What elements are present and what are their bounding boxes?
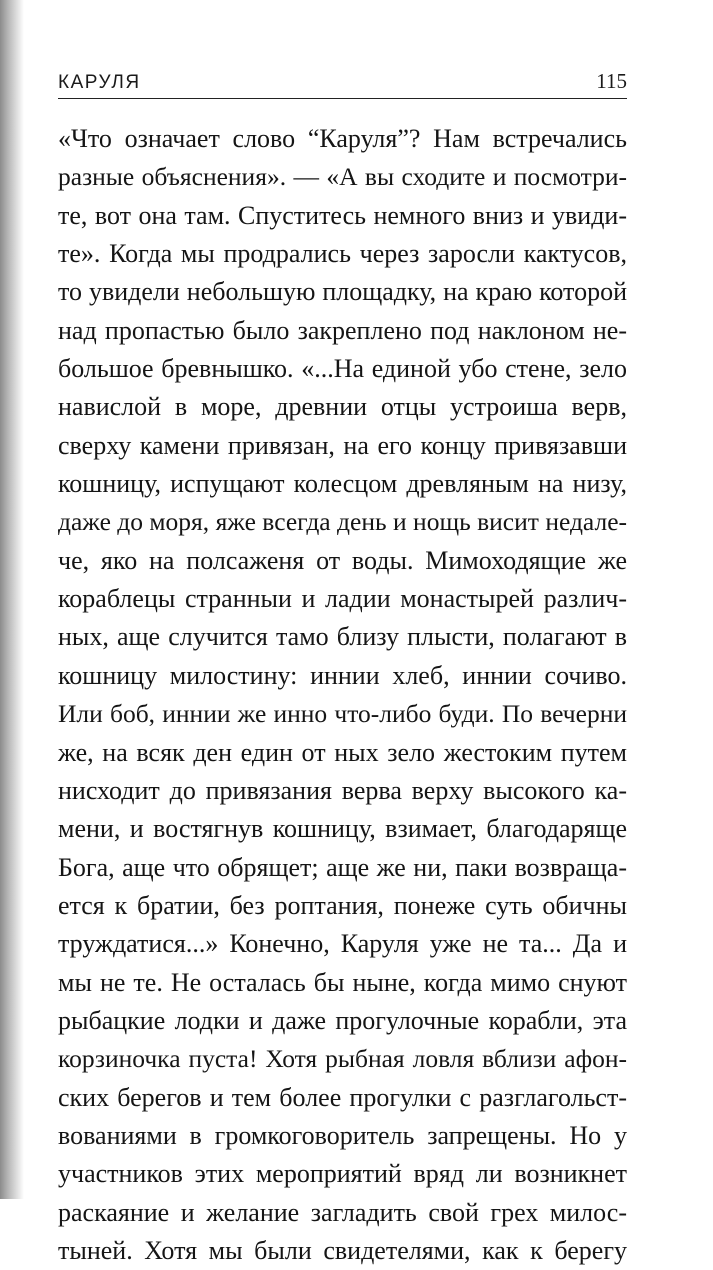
text-line: рыбацкие лодки и даже прогулочные корабли, эта xyxy=(58,1005,627,1035)
text-line: разные объяснения». — «А вы сходите и посмотри- xyxy=(58,162,627,192)
text-line: то увидели небольшую площадку, на краю которой xyxy=(58,277,627,307)
text-line: труждатися...» Конечно, Каруля уже не та... Да и xyxy=(58,929,627,959)
text-line: сверху камени привязан, на его концу привязавши xyxy=(58,430,627,460)
text-line: кошницу милостину: иннии хлеб, иннии сочиво. xyxy=(58,660,627,690)
text-line: те, вот она там. Спуститесь немного вниз и увиди- xyxy=(58,200,627,230)
text-line: кошницу, испущают колесцом древляным на низу, xyxy=(58,469,627,499)
text-line: мы не те. Не осталась бы ныне, когда мимо снуют xyxy=(58,967,627,997)
text-line: ных, аще случится тамо близу плысти, полагают в xyxy=(58,622,627,652)
text-line: «Что означает слово “Каруля”? Нам встречались xyxy=(58,124,627,153)
text-line: большое бревнышко. «...На единой убо стене, зело xyxy=(58,354,627,384)
text-line: ется к братии, без роптания, понеже суть обичны xyxy=(58,890,627,920)
text-line: же, на всяк ден един от ных зело жестоким путем xyxy=(58,737,627,767)
text-line: вованиями в громкоговоритель запрещены. Но у xyxy=(58,1120,627,1150)
text-line: Бога, аще что обрящет; аще же ни, паки возвраща- xyxy=(58,852,627,882)
page-spine-shadow xyxy=(0,0,24,1199)
text-line: кораблецы странныи и ладии монастырей различ- xyxy=(58,584,627,614)
text-line: навислой в море, древнии отцы устроиша верв, xyxy=(58,392,627,422)
text-line: раскаяние и желание загладить свой грех милос- xyxy=(58,1197,627,1227)
text-line: тыней. Хотя мы были свидетелями, как к берегу xyxy=(58,1235,627,1265)
text-line: над пропастью было закреплено под наклоном не- xyxy=(58,315,627,345)
page-number: 115 xyxy=(596,69,627,93)
text-line: участников этих мероприятий вряд ли возникнет xyxy=(58,1159,627,1189)
text-line: мени, и востягнув кошницу, взимает, благодаряще xyxy=(58,814,627,844)
text-line: корзиночка пуста! Хотя рыбная ловля вблизи афон- xyxy=(58,1044,627,1074)
text-line: ских берегов и тем более прогулки с разглагольст- xyxy=(58,1082,627,1112)
page-header xyxy=(58,68,627,99)
text-line: даже до моря, яже всегда день и нощь висит недале- xyxy=(58,507,627,537)
running-head: КАРУЛЯ xyxy=(58,72,141,93)
text-line: Или боб, иннии же инно что-либо буди. По вечерни xyxy=(58,699,627,729)
body-text xyxy=(58,120,627,1270)
text-line: нисходит до привязания верва верху высокого ка- xyxy=(58,775,627,805)
text-line: че, яко на полсаженя от воды. Мимоходящие же xyxy=(58,545,627,575)
text-line: те». Когда мы продрались через заросли кактусов, xyxy=(58,239,627,269)
